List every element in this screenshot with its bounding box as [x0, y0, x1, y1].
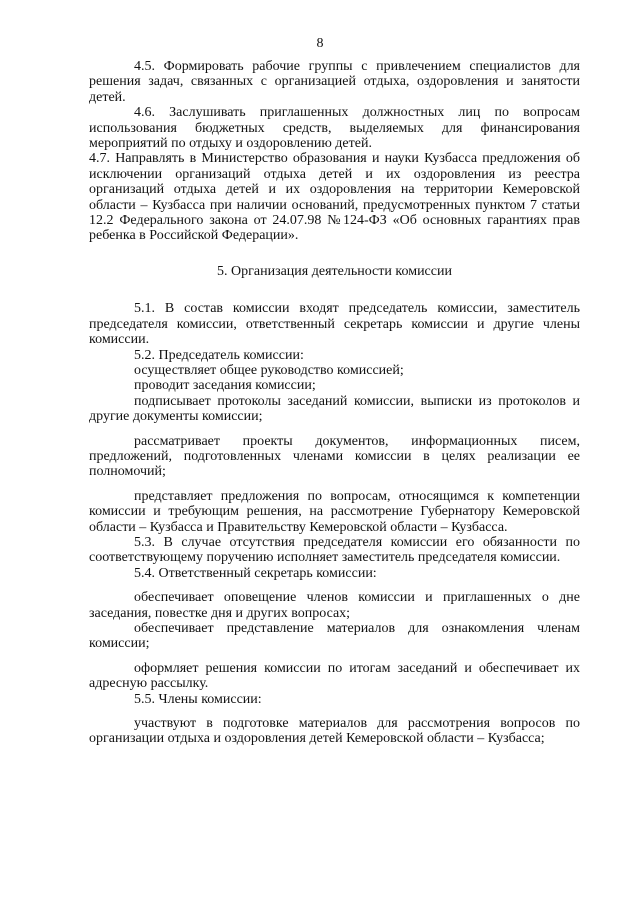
section-heading: 5. Организация деятельности комиссии: [217, 263, 452, 279]
paragraph: 4.5. Формировать рабочие группы с привлечением специалистов для решения задач, связанных с организацией отдыха, оздоровления и занятости детей.: [89, 59, 580, 105]
paragraph: проводит заседания комиссии;: [134, 378, 316, 394]
paragraph: оформляет решения комиссии по итогам заседаний и обеспечивает их адресную рассылку.: [89, 660, 580, 692]
paragraph: обеспечивает представление материалов для ознакомления членам комиссии;: [89, 621, 580, 652]
paragraph: представляет предложения по вопросам, относящимся к компетенции комиссии и требующим решения, на рассмотрение Губернатору Кемеровской области – Кузбасса и Правительству Кемеровской области – Кузбасса.: [89, 488, 580, 535]
paragraph: обеспечивает оповещение членов комиссии и приглашенных о дне заседания, повестке дня и других вопросах;: [89, 590, 580, 621]
paragraph: 4.7. Направлять в Министерство образования и науки Кузбасса предложения об исключении организаций отдыха детей и их оздоровления из реестра организаций отдыха детей и их оздоровления на территории Кемеровской области – Кузбасса при наличии оснований, предусмотренных пунктом 7 статьи 12.2 Федерального закона от 24.07.98 №124-ФЗ «Об основных гарантиях прав ребенка в Российской Федерации».: [89, 151, 580, 244]
paragraph: рассматривает проекты документов, информационных писем, предложений, подготовленных членами комиссии в целях реализации ее полномочий;: [89, 433, 580, 480]
paragraph: подписывает протоколы заседаний комиссии, выписки из протоколов и другие документы комиссии;: [89, 393, 580, 425]
paragraph: участвуют в подготовке материалов для рассмотрения вопросов по организации отдыха и оздоровления детей Кемеровской области – Кузбасса;: [89, 716, 580, 747]
paragraph: осуществляет общее руководство комиссией;: [134, 362, 404, 378]
paragraph: 5.1. В состав комиссии входят председатель комиссии, заместитель председателя комиссии, ответственный секретарь комиссии и другие члены комиссии.: [89, 301, 580, 348]
document-body: [89, 59, 580, 747]
page-number: 8: [316, 36, 324, 51]
paragraph: 5.2. Председатель комиссии:: [134, 347, 304, 363]
paragraph: 5.4. Ответственный секретарь комиссии:: [134, 565, 377, 581]
paragraph: 4.6. Заслушивать приглашенных должностных лиц по вопросам использования бюджетных средств, выделяемых для финансирования мероприятий по отдыху и оздоровлению детей.: [89, 105, 580, 152]
paragraph: 5.5. Члены комиссии:: [134, 691, 262, 707]
paragraph: 5.3. В случае отсутствия председателя комиссии его обязанности по соответствующему поручению исполняет заместитель председателя комиссии.: [89, 534, 580, 566]
